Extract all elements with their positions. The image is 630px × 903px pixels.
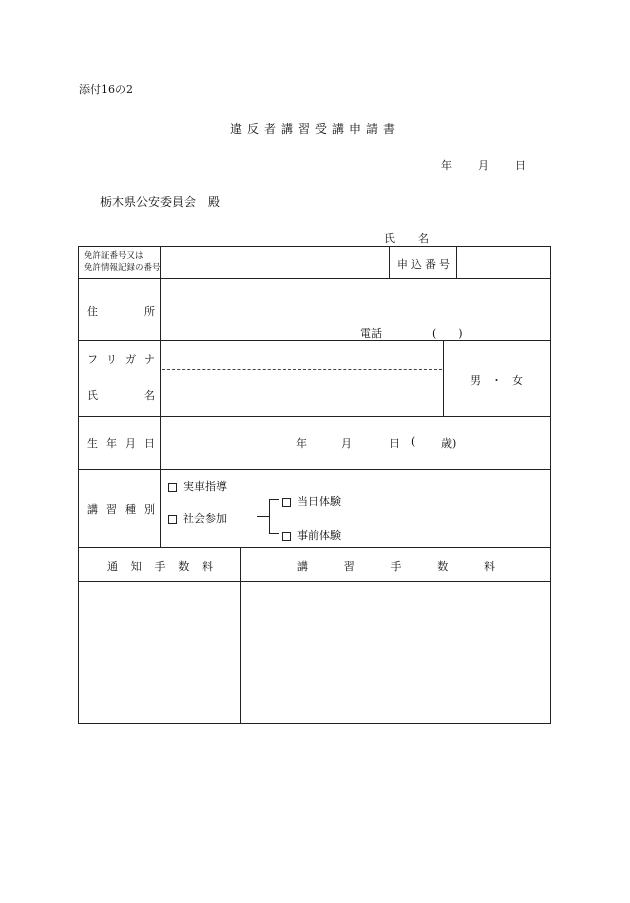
birth-day: 日 <box>389 437 400 450</box>
row-divider <box>79 340 550 341</box>
course-option-social[interactable]: 社会参加 <box>168 510 227 526</box>
date-day: 日 <box>515 159 526 172</box>
name-field[interactable] <box>163 372 441 414</box>
age-label: 歳) <box>441 437 457 450</box>
course-sub-sameday[interactable]: 当日体験 <box>282 493 341 509</box>
sex-male[interactable]: 男 <box>470 374 481 387</box>
applicant-name-label: 氏 名 <box>384 232 435 245</box>
bracket-vertical <box>269 499 270 533</box>
course-sub-advance[interactable]: 事前体験 <box>282 527 341 543</box>
phone-paren: ( ) <box>432 327 463 340</box>
addressee: 栃木県公安委員会 殿 <box>100 195 221 209</box>
checkbox-advance[interactable] <box>282 532 291 541</box>
application-number-field[interactable] <box>459 249 548 276</box>
birth-month: 月 <box>341 437 352 450</box>
address-label: 住 所 <box>87 305 155 318</box>
address-field[interactable] <box>163 281 548 321</box>
course-fee-stamp-area[interactable] <box>243 584 548 721</box>
phone-label: 電話 <box>360 327 382 340</box>
birth-year: 年 <box>296 437 307 450</box>
col-divider <box>456 247 457 278</box>
checkbox-sameday[interactable] <box>282 498 291 507</box>
checkbox-vehicle[interactable] <box>168 483 177 492</box>
label-column-divider <box>160 247 161 547</box>
license-number-label: 免許証番号又は 免許情報記録の番号 <box>84 251 161 273</box>
notice-fee-label: 通 知 手 数 料 <box>107 560 213 573</box>
bracket-branch <box>269 533 279 534</box>
furigana-dashed-line <box>162 369 442 370</box>
checkbox-social[interactable] <box>168 515 177 524</box>
annex-label: 添付16の2 <box>79 83 133 96</box>
sex-separator: ・ <box>491 374 502 387</box>
date-month: 月 <box>478 159 489 172</box>
application-form <box>78 246 551 724</box>
row-divider <box>79 581 550 582</box>
sex-selector[interactable] <box>470 372 523 388</box>
row-divider <box>79 416 550 417</box>
page-title: 違反者講習受講申請書 <box>229 122 400 136</box>
age-open-paren: ( <box>411 435 416 448</box>
course-type-label: 講 習 種 別 <box>87 503 155 516</box>
notice-fee-stamp-area[interactable] <box>81 584 238 721</box>
date-year: 年 <box>441 159 452 172</box>
application-number-label: 申込番号 <box>397 258 453 271</box>
row-divider <box>79 278 550 279</box>
license-number-field[interactable] <box>163 249 387 276</box>
row-divider <box>79 547 550 548</box>
col-divider <box>389 247 390 278</box>
row-divider <box>79 469 550 470</box>
birth-date-label: 生 年 月 日 <box>87 437 155 450</box>
bracket-branch <box>269 499 279 500</box>
application-date <box>441 157 526 173</box>
course-fee-label: 講 習 手 数 料 <box>297 560 495 573</box>
fee-column-divider <box>240 547 241 723</box>
name-label: 氏 名 <box>87 389 155 402</box>
furigana-label: フ リ ガ ナ <box>87 353 155 366</box>
sex-female[interactable]: 女 <box>512 374 523 387</box>
col-divider <box>443 340 444 416</box>
bracket-connector <box>257 516 269 517</box>
furigana-field[interactable] <box>163 343 441 367</box>
course-option-vehicle[interactable]: 実車指導 <box>168 478 227 494</box>
